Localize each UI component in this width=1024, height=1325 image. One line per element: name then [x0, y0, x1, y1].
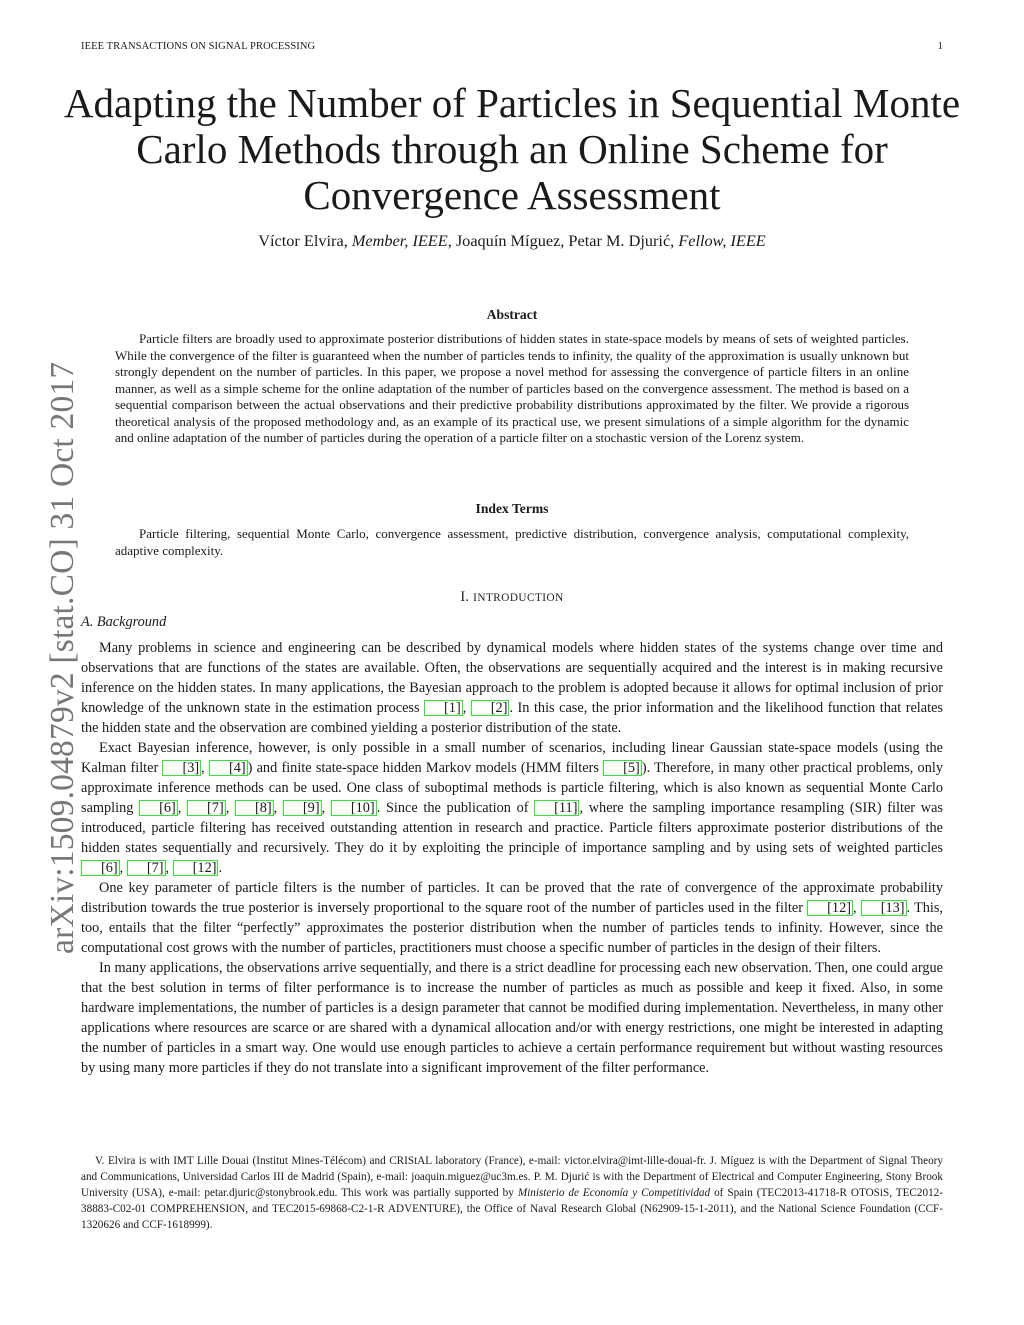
author-miguez-djuric: , Joaquín Míguez, Petar M. Djurić,	[447, 231, 679, 250]
citation-link[interactable]: [8]	[235, 800, 274, 816]
citation-link[interactable]: [11]	[534, 800, 579, 816]
author-affiliation-footnote	[81, 1153, 943, 1233]
citation-link[interactable]: [2]	[471, 700, 510, 716]
text-run: ,	[462, 700, 471, 716]
text-run: In many applications, the observations arrive sequentially, and there is a strict deadline for processing each new observation. Then, one could argue that the best solution in terms of filter performance is to increase the number of particles as much as possible and keep it fixed. Also, in some hardware implementations, the number of particles is a design parameter that cannot be modified during implementation. Nevertheless, in many other applications where resources are scarce or are shared with a dynamical allocation and/or with energy restrictions, one might be interested in adapting the number of particles in a smart way. One would use enough particles to achieve a certain performance requirement but without wasting resources by using many more particles if they do not translate into a significant improvement of the filter performance.	[81, 960, 943, 1076]
author-line	[60, 231, 964, 251]
section-heading-introduction	[81, 589, 943, 606]
text-run: ). Therefore, in many other practical problems, only approximate inference methods can be used. One class of suboptimal methods is particle filtering, which is also known as sequential Monte Carlo sampling	[81, 760, 943, 816]
citation-link[interactable]: [12]	[173, 860, 219, 876]
citation-link[interactable]: [12]	[807, 900, 853, 916]
citation-link[interactable]: [7]	[127, 860, 166, 876]
text-run: ) and finite state-space hidden Markov models (HMM filters	[247, 760, 604, 776]
citation-link[interactable]: [10]	[331, 800, 377, 816]
text-run: of Spain (TEC2013-41718-R OTOSiS, TEC2012-38883-C02-01 COMPREHENSION, and TEC2015-69868-C2-1-R ADVENTURE), the Office of Naval Research Global (N62909-15-1-2011), and the National Science Foundation (CCF-1320626 and CCF-1618999).	[81, 1187, 943, 1231]
paragraph	[81, 878, 943, 958]
paragraph	[81, 958, 943, 1078]
page-number: 1	[937, 41, 943, 52]
citation-link[interactable]: [9]	[283, 800, 322, 816]
text-run: , where the sampling importance resampling (SIR) filter was introduced, particle filtering has received outstanding attention in research and practice. Particle filters approximate posterior distributions of the hidden states sequentially and recursively. They do it by exploiting the principle of importance sampling and by using sets of weighted particles	[81, 800, 943, 856]
text-run: . Since the publication of	[376, 800, 535, 816]
body-text	[81, 638, 943, 1078]
text-run: V. Elvira is with IMT Lille Douai (Institut Mines-Télécom) and CRIStAL laboratory (France), e-mail: victor.elvira@imt-lille-douai-fr. J. Míguez is with the Department of Signal Theory and Communications, Universidad Carlos III de Madrid (Spain), e-mail: joaquin.miguez@uc3m.es. P. M. Djurić is with the Department of Electrical and Computer Engineering, Stony Brook University (USA), e-mail: petar.djuric@stonybrook.edu. This work was partially supported by	[81, 1155, 943, 1199]
section-numeral: I.	[460, 589, 474, 605]
abstract-text: Particle filters are broadly used to approximate posterior distributions of hidden states in state-space models by means of sets of weighted particles. While the convergence of the filter is guaranteed when the number of particles tends to infinity, the quality of the approximation is usually unknown but strongly dependent on the number of particles. In this paper, we propose a novel method for assessing the convergence of particle filters in an online manner, as well as a simple scheme for the online adaptation of the number of particles based on the convergence assessment. The method is based on a sequential comparison between the actual observations and their predictive probability distributions approximated by the filter. We provide a rigorous theoretical analysis of the proposed methodology and, as an example of its practical use, we present simulations of a simple algorithm for the dynamic and online adaptation of the number of particles during the operation of a particle filter on a stochastic version of the Lorenz system.	[115, 331, 909, 445]
abstract-heading: Abstract	[486, 307, 538, 322]
text-run: ,	[273, 800, 283, 816]
text-run: ,	[177, 800, 188, 816]
author-elvira-role: Member, IEEE	[351, 231, 448, 250]
text-run: ,	[201, 760, 209, 776]
author-djuric-role: Fellow, IEEE	[678, 231, 766, 250]
text-run: ,	[852, 900, 861, 916]
running-header	[81, 41, 943, 55]
journal-name: IEEE TRANSACTIONS ON SIGNAL PROCESSING	[81, 41, 316, 52]
paragraph	[81, 738, 943, 878]
paper-title: Adapting the Number of Particles in Sequential Monte Carlo Methods through an Online Scheme for Convergence Assessment	[63, 80, 961, 218]
citation-link[interactable]: [1]	[424, 700, 463, 716]
text-run: .	[218, 860, 223, 876]
text-run: . This, too, entails that the filter “perfectly” approximates the posterior distribution when the number of particles tends to infinity. However, since the computational cost grows with the number of particles, practitioners must choose a specific number of particles in the design of their filters.	[81, 900, 943, 956]
text-run: . In this case, the prior information and the likelihood function that relates the hidden state and the observation are combined yielding a posterior distribution of the state.	[81, 700, 944, 736]
index-terms-heading: Index Terms	[475, 501, 549, 516]
citation-link[interactable]: [13]	[861, 900, 907, 916]
text-run: Exact Bayesian inference, however, is only possible in a small number of scenarios, including linear Gaussian state-space models (using the Kalman filter	[81, 740, 943, 776]
author-elvira: Víctor Elvira,	[258, 231, 352, 250]
text-run: Many problems in science and engineering can be described by dynamical models where hidden states of the systems change over time and observations that are functions of the states are available. Often, the observations are sequentially acquired and the interest is in making recursive inference on the hidden states. In many applications, the Bayesian approach to the problem is adopted because it allows for optimal inclusion of prior knowledge of the unknown state in the estimation process	[81, 640, 943, 716]
paragraph	[81, 638, 943, 738]
index-terms-text: Particle filtering, sequential Monte Carlo, convergence assessment, predictive distribution, convergence analysis, computational complexity, adaptive complexity.	[115, 526, 909, 558]
citation-link[interactable]: [6]	[81, 860, 120, 876]
text-run: One key parameter of particle filters is the number of particles. It can be proved that the rate of convergence of the approximate probability distribution towards the true posterior is inversely proportional to the square root of the number of particles used in the filter	[81, 880, 943, 916]
citation-link[interactable]: [3]	[162, 760, 201, 776]
arxiv-identifier-stamp: arXiv:1509.04879v2 [stat.CO] 31 Oct 2017	[44, 361, 81, 954]
subsection-heading-background: A. Background	[81, 614, 167, 630]
text-run: ,	[165, 860, 173, 876]
text-run: ,	[225, 800, 235, 816]
citation-link[interactable]: [7]	[187, 800, 226, 816]
citation-link[interactable]: [5]	[603, 760, 642, 776]
text-run: ,	[119, 860, 127, 876]
section-title: INTRODUCTION	[473, 592, 564, 604]
citation-link[interactable]: [4]	[209, 760, 248, 776]
citation-link[interactable]: [6]	[139, 800, 178, 816]
ministry-name: Ministerio de Economía y Competitividad	[517, 1187, 711, 1199]
text-run: ,	[321, 800, 331, 816]
